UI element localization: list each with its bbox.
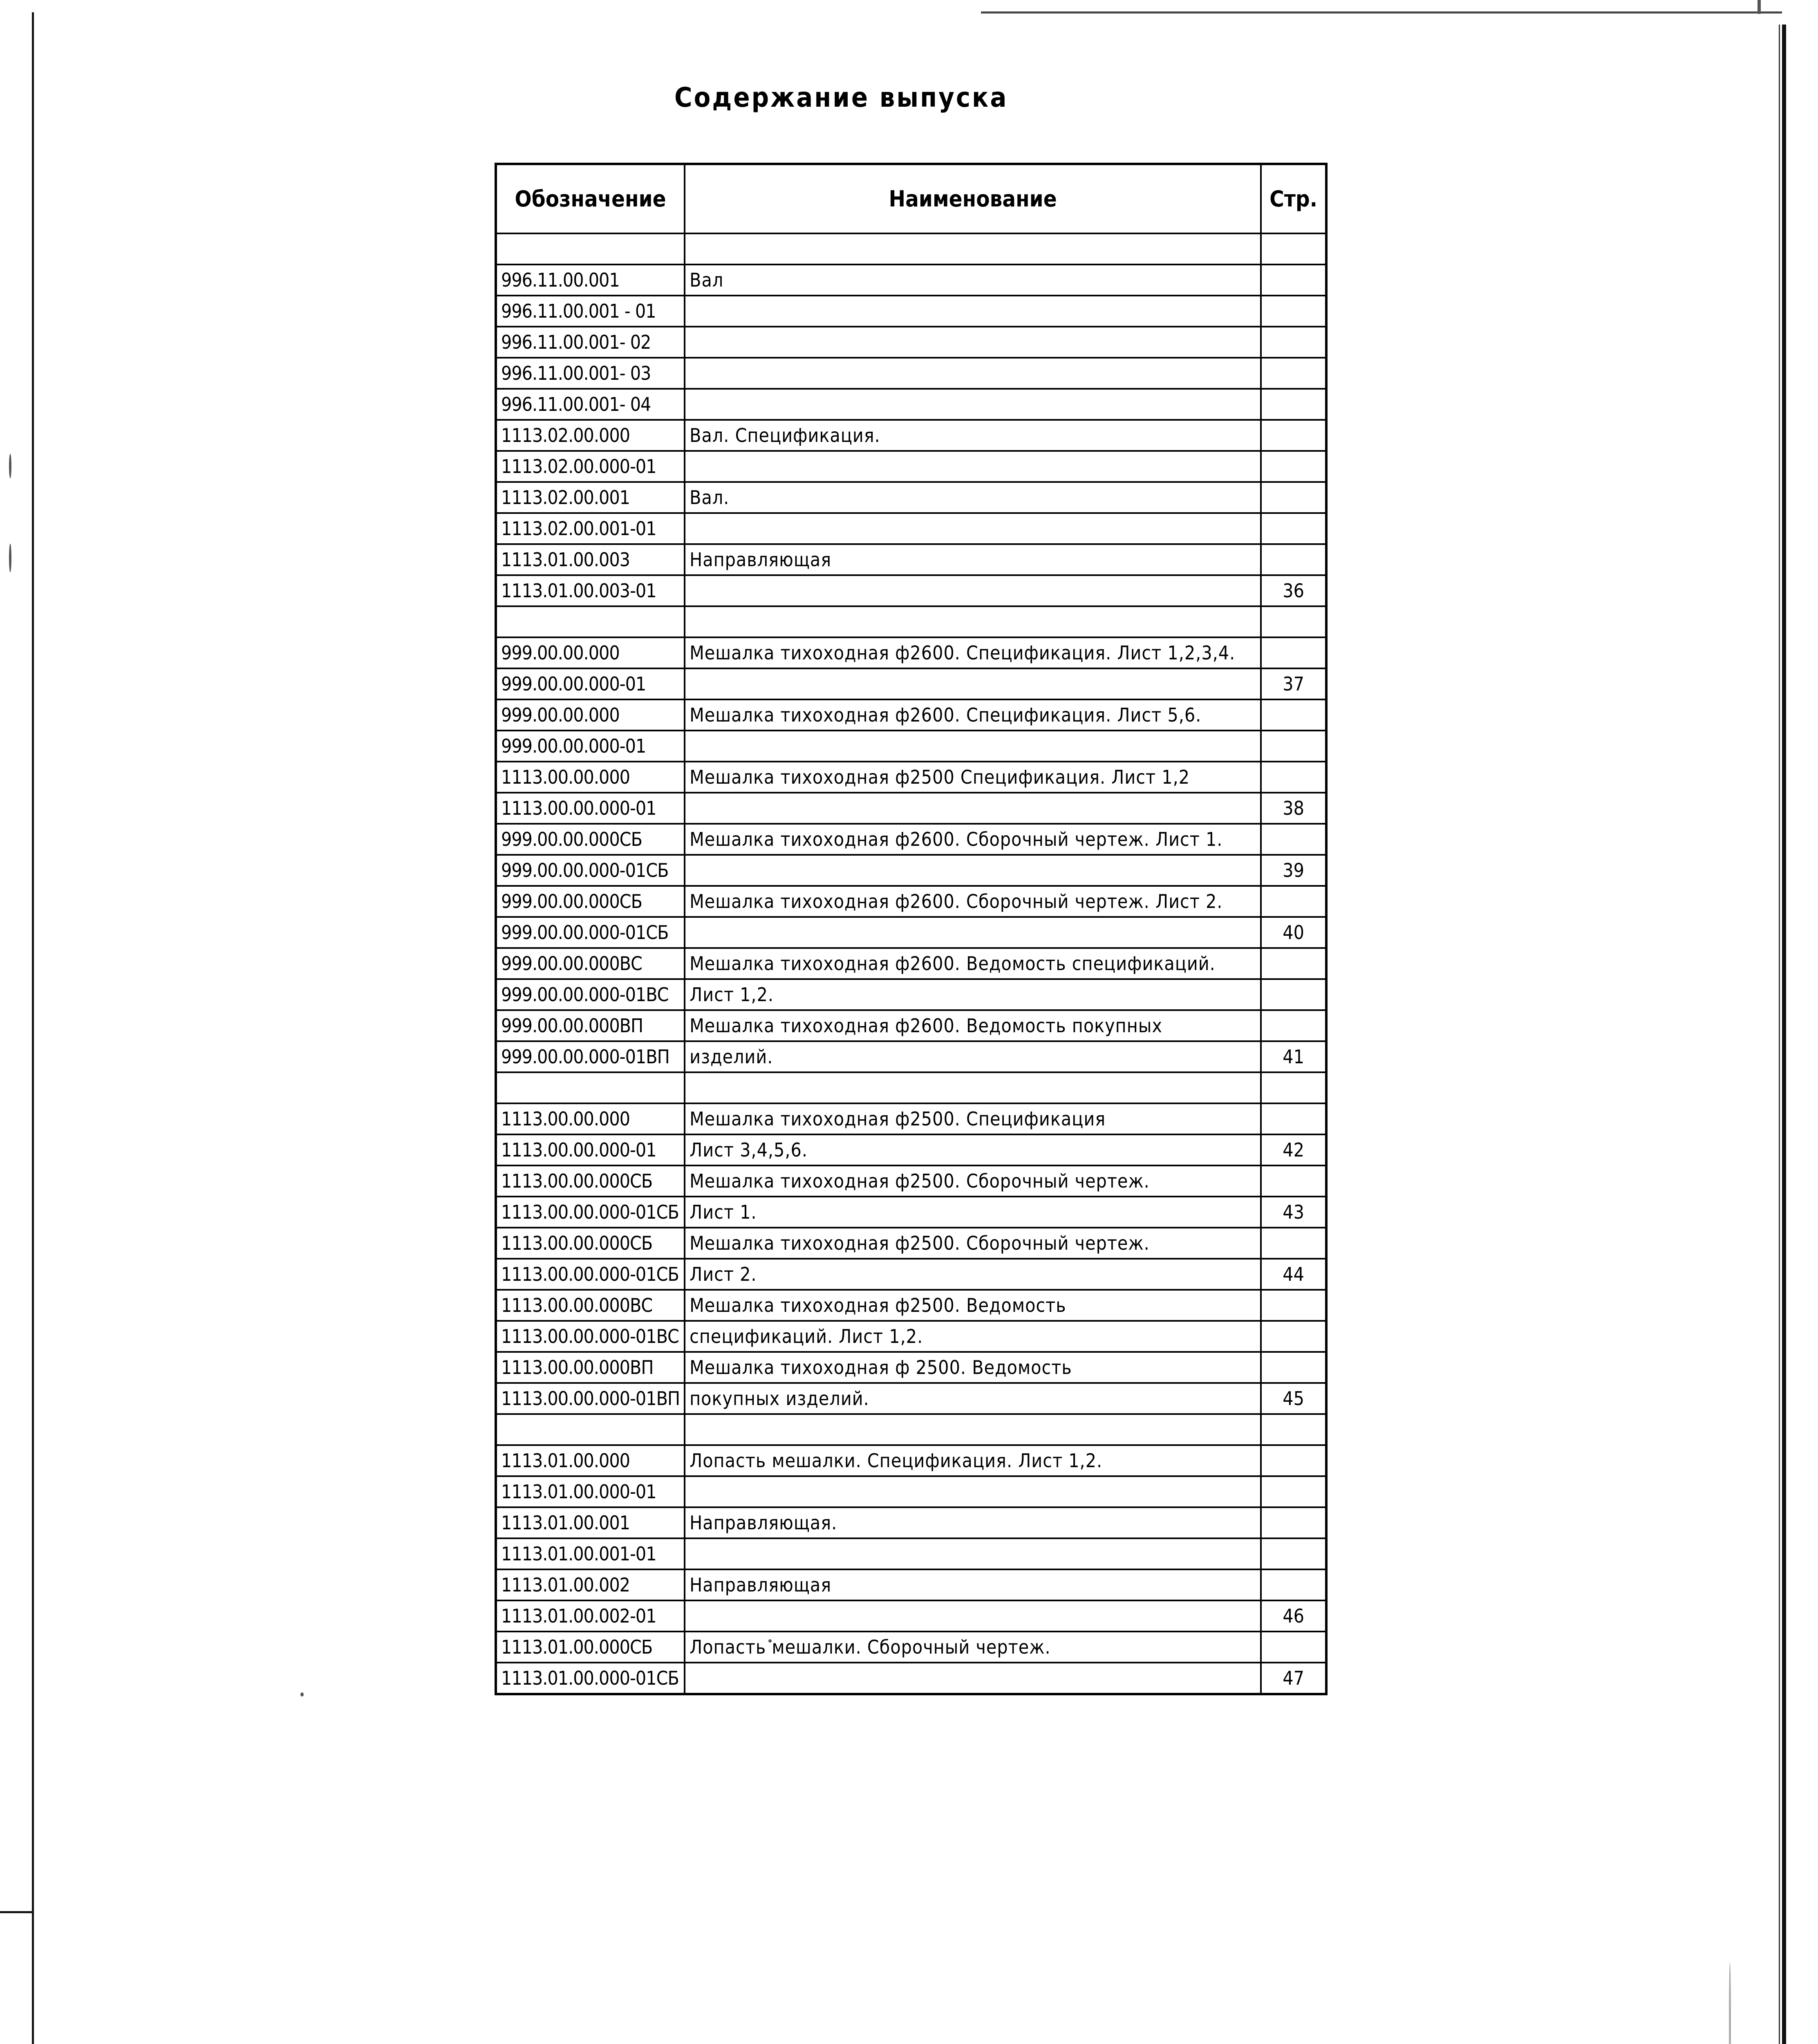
cell-code: 1113.01.00.000-01СБ: [496, 1663, 685, 1694]
frame-left-border: [32, 12, 34, 2044]
cell-name: [685, 233, 1261, 264]
table-row: [496, 1228, 1326, 1259]
cell-code: 1113.00.00.000-01: [496, 793, 685, 824]
cell-name: [685, 793, 1261, 824]
cell-page: 47: [1261, 1663, 1326, 1694]
cell-page: [1261, 731, 1326, 762]
table-row: [496, 1041, 1326, 1072]
table-row: [496, 1010, 1326, 1041]
cell-page: 36: [1261, 575, 1326, 606]
table-row: [496, 482, 1326, 513]
cell-name: [685, 731, 1261, 762]
cell-code: 1113.01.00.000: [496, 1445, 685, 1476]
cell-name: Направляющая: [685, 1569, 1261, 1600]
cell-name: [685, 575, 1261, 606]
frame-right-inner-border: [1779, 25, 1780, 2044]
cell-name: Мешалка тихоходная ф2500 Спецификация. Лист 1,2: [685, 762, 1261, 793]
column-header-page: Стр.: [1261, 164, 1326, 233]
cell-name: [685, 327, 1261, 358]
table-row: [496, 1476, 1326, 1507]
cell-page: [1261, 1414, 1326, 1445]
table-row: [496, 358, 1326, 389]
cell-code: 1113.00.00.000-01: [496, 1134, 685, 1165]
cell-name: Мешалка тихоходная ф2600. Ведомость покупных: [685, 1010, 1261, 1041]
cell-code: 999.00.00.000-01СБ: [496, 917, 685, 948]
table-row: [496, 948, 1326, 979]
cell-name: Мешалка тихоходная ф2600. Спецификация. Лист 5,6.: [685, 699, 1261, 731]
cell-page: [1261, 296, 1326, 327]
cell-page: 46: [1261, 1600, 1326, 1632]
cell-page: [1261, 1072, 1326, 1103]
cell-code: 999.00.00.000-01ВС: [496, 979, 685, 1010]
cell-code: 999.00.00.000: [496, 637, 685, 668]
table-row: [496, 731, 1326, 762]
cell-name: Мешалка тихоходная ф2600. Ведомость спецификаций.: [685, 948, 1261, 979]
table-row: [496, 1197, 1326, 1228]
scan-mark: [1729, 1962, 1731, 2044]
cell-page: 39: [1261, 855, 1326, 886]
cell-code: 996.11.00.001- 03: [496, 358, 685, 389]
cell-code: [496, 1414, 685, 1445]
table-row: [496, 1663, 1326, 1694]
cell-page: [1261, 233, 1326, 264]
table-row: [496, 824, 1326, 855]
cell-name: Мешалка тихоходная ф2500. Ведомость: [685, 1290, 1261, 1321]
cell-code: 1113.00.00.000-01ВС: [496, 1321, 685, 1352]
table-row: [496, 233, 1326, 264]
cell-name: [685, 917, 1261, 948]
scan-mark: [9, 544, 11, 572]
cell-name: Мешалка тихоходная ф2600. Сборочный чертеж. Лист 2.: [685, 886, 1261, 917]
table-row: [496, 699, 1326, 731]
cell-page: [1261, 762, 1326, 793]
cell-code: 1113.01.00.001-01: [496, 1538, 685, 1569]
cell-name: Мешалка тихоходная ф2600. Спецификация. Лист 1,2,3,4.: [685, 637, 1261, 668]
cell-name: Мешалка тихоходная ф 2500. Ведомость: [685, 1352, 1261, 1383]
cell-code: 1113.01.00.003: [496, 544, 685, 575]
table-row: [496, 762, 1326, 793]
scan-mark: [9, 454, 11, 478]
cell-code: 1113.01.00.000СБ: [496, 1632, 685, 1663]
cell-name: Лист 1,2.: [685, 979, 1261, 1010]
cell-page: [1261, 1538, 1326, 1569]
frame-right-border: [1782, 25, 1786, 2044]
cell-code: 1113.00.00.000СБ: [496, 1165, 685, 1197]
scan-dust: [300, 1692, 304, 1697]
cell-code: 1113.00.00.000-01СБ: [496, 1259, 685, 1290]
cell-page: [1261, 1632, 1326, 1663]
cell-code: 999.00.00.000СБ: [496, 824, 685, 855]
cell-name: [685, 296, 1261, 327]
cell-code: 1113.02.00.000-01: [496, 451, 685, 482]
table-row: [496, 1383, 1326, 1414]
cell-page: [1261, 1103, 1326, 1134]
contents-table: [495, 163, 1328, 1695]
cell-page: [1261, 1569, 1326, 1600]
table-row: [496, 1632, 1326, 1663]
table-row: [496, 296, 1326, 327]
table-row: [496, 668, 1326, 699]
cell-name: [685, 1072, 1261, 1103]
table-row: [496, 1507, 1326, 1538]
cell-page: [1261, 886, 1326, 917]
cell-code: [496, 233, 685, 264]
table-row: [496, 637, 1326, 668]
cell-code: 1113.01.00.002-01: [496, 1600, 685, 1632]
table-row: [496, 264, 1326, 296]
cell-name: Вал. Спецификация.: [685, 420, 1261, 451]
cell-page: [1261, 389, 1326, 420]
table-row: [496, 855, 1326, 886]
column-header-code: Обозначение: [496, 164, 685, 233]
cell-page: [1261, 1507, 1326, 1538]
cell-code: 1113.02.00.000: [496, 420, 685, 451]
cell-name: Лист 2.: [685, 1259, 1261, 1290]
cell-code: 999.00.00.000-01СБ: [496, 855, 685, 886]
cell-code: 1113.00.00.000СБ: [496, 1228, 685, 1259]
cell-page: [1261, 824, 1326, 855]
cell-name: Лопасть мешалки. Спецификация. Лист 1,2.: [685, 1445, 1261, 1476]
cell-code: 1113.00.00.000: [496, 762, 685, 793]
cell-code: 1113.01.00.000-01: [496, 1476, 685, 1507]
table-row: [496, 1414, 1326, 1445]
cell-name: [685, 389, 1261, 420]
table-row: [496, 513, 1326, 544]
cell-code: 1113.00.00.000-01СБ: [496, 1197, 685, 1228]
cell-code: 996.11.00.001- 02: [496, 327, 685, 358]
table-row: [496, 544, 1326, 575]
cell-code: [496, 606, 685, 637]
table-row: [496, 1072, 1326, 1103]
cell-page: [1261, 451, 1326, 482]
cell-code: 1113.00.00.000: [496, 1103, 685, 1134]
table-row: [496, 793, 1326, 824]
cell-name: Вал: [685, 264, 1261, 296]
cell-code: 999.00.00.000: [496, 699, 685, 731]
cell-name: [685, 668, 1261, 699]
table-row: [496, 886, 1326, 917]
table-row: [496, 451, 1326, 482]
cell-page: 38: [1261, 793, 1326, 824]
cell-name: [685, 1600, 1261, 1632]
cell-page: [1261, 1321, 1326, 1352]
cell-code: 999.00.00.000-01: [496, 731, 685, 762]
table-row: [496, 1569, 1326, 1600]
cell-page: [1261, 637, 1326, 668]
cell-code: 999.00.00.000-01: [496, 668, 685, 699]
cell-code: 996.11.00.001 - 01: [496, 296, 685, 327]
cell-page: [1261, 1445, 1326, 1476]
frame-top-border: [981, 11, 1782, 13]
cell-name: Направляющая: [685, 544, 1261, 575]
table-row: [496, 1165, 1326, 1197]
cell-name: [685, 855, 1261, 886]
cell-name: Мешалка тихоходная ф2500. Сборочный чертеж.: [685, 1228, 1261, 1259]
cell-page: [1261, 1352, 1326, 1383]
cell-code: 999.00.00.000ВП: [496, 1010, 685, 1041]
cell-page: [1261, 513, 1326, 544]
table-row: [496, 1103, 1326, 1134]
table-row: [496, 1352, 1326, 1383]
cell-name: [685, 451, 1261, 482]
cell-name: Мешалка тихоходная ф2600. Сборочный чертеж. Лист 1.: [685, 824, 1261, 855]
cell-page: [1261, 606, 1326, 637]
cell-page: [1261, 1010, 1326, 1041]
margin-tick: [0, 1911, 32, 1913]
cell-name: Лист 1.: [685, 1197, 1261, 1228]
table-row: [496, 1290, 1326, 1321]
table-row: [496, 979, 1326, 1010]
cell-page: [1261, 979, 1326, 1010]
cell-code: 1113.02.00.001: [496, 482, 685, 513]
cell-name: [685, 1414, 1261, 1445]
table-row: [496, 606, 1326, 637]
cell-page: [1261, 948, 1326, 979]
cell-code: 1113.00.00.000ВП: [496, 1352, 685, 1383]
cell-code: 1113.01.00.003-01: [496, 575, 685, 606]
cell-page: [1261, 1165, 1326, 1197]
cell-code: [496, 1072, 685, 1103]
cell-page: [1261, 327, 1326, 358]
cell-page: 41: [1261, 1041, 1326, 1072]
cell-code: 996.11.00.001: [496, 264, 685, 296]
cell-name: спецификаций. Лист 1,2.: [685, 1321, 1261, 1352]
cell-page: [1261, 1228, 1326, 1259]
cell-code: 1113.01.00.001: [496, 1507, 685, 1538]
cell-name: Вал.: [685, 482, 1261, 513]
cell-code: 999.00.00.000ВС: [496, 948, 685, 979]
table-row: [496, 420, 1326, 451]
cell-page: 42: [1261, 1134, 1326, 1165]
cell-name: [685, 1476, 1261, 1507]
cell-name: [685, 513, 1261, 544]
column-header-name: Наименование: [685, 164, 1261, 233]
cell-page: 45: [1261, 1383, 1326, 1414]
cell-name: [685, 1538, 1261, 1569]
cell-page: 43: [1261, 1197, 1326, 1228]
table-row: [496, 575, 1326, 606]
cell-name: [685, 358, 1261, 389]
table-row: [496, 1538, 1326, 1569]
cell-name: Лист 3,4,5,6.: [685, 1134, 1261, 1165]
table-row: [496, 1134, 1326, 1165]
table-row: [496, 917, 1326, 948]
cell-name: [685, 1663, 1261, 1694]
cell-name: Мешалка тихоходная ф2500. Сборочный чертеж.: [685, 1165, 1261, 1197]
cell-code: 999.00.00.000-01ВП: [496, 1041, 685, 1072]
cell-page: [1261, 482, 1326, 513]
cell-code: 1113.00.00.000ВС: [496, 1290, 685, 1321]
cell-page: 44: [1261, 1259, 1326, 1290]
cell-name: Направляющая.: [685, 1507, 1261, 1538]
table-row: [496, 1445, 1326, 1476]
cell-name: покупных изделий.: [685, 1383, 1261, 1414]
table-row: [496, 1600, 1326, 1632]
cell-page: [1261, 358, 1326, 389]
cell-name: Мешалка тихоходная ф2500. Спецификация: [685, 1103, 1261, 1134]
cell-page: [1261, 420, 1326, 451]
table-row: [496, 1259, 1326, 1290]
cell-name: изделий.: [685, 1041, 1261, 1072]
cell-code: 1113.00.00.000-01ВП: [496, 1383, 685, 1414]
cell-code: 996.11.00.001- 04: [496, 389, 685, 420]
document-title: Содержание выпуска: [674, 82, 1008, 113]
cell-page: 40: [1261, 917, 1326, 948]
cell-code: 1113.01.00.002: [496, 1569, 685, 1600]
cell-code: 999.00.00.000СБ: [496, 886, 685, 917]
cell-page: [1261, 1476, 1326, 1507]
cell-page: [1261, 699, 1326, 731]
cell-name: [685, 606, 1261, 637]
cell-name: Лопасть мешалки. Сборочный чертеж.: [685, 1632, 1261, 1663]
table-row: [496, 327, 1326, 358]
cell-page: 37: [1261, 668, 1326, 699]
cell-page: [1261, 264, 1326, 296]
cell-code: 1113.02.00.001-01: [496, 513, 685, 544]
table-row: [496, 389, 1326, 420]
table-header-row: [496, 164, 1326, 233]
cell-page: [1261, 544, 1326, 575]
table-row: [496, 1321, 1326, 1352]
frame-top-mark: [1758, 0, 1761, 14]
cell-page: [1261, 1290, 1326, 1321]
